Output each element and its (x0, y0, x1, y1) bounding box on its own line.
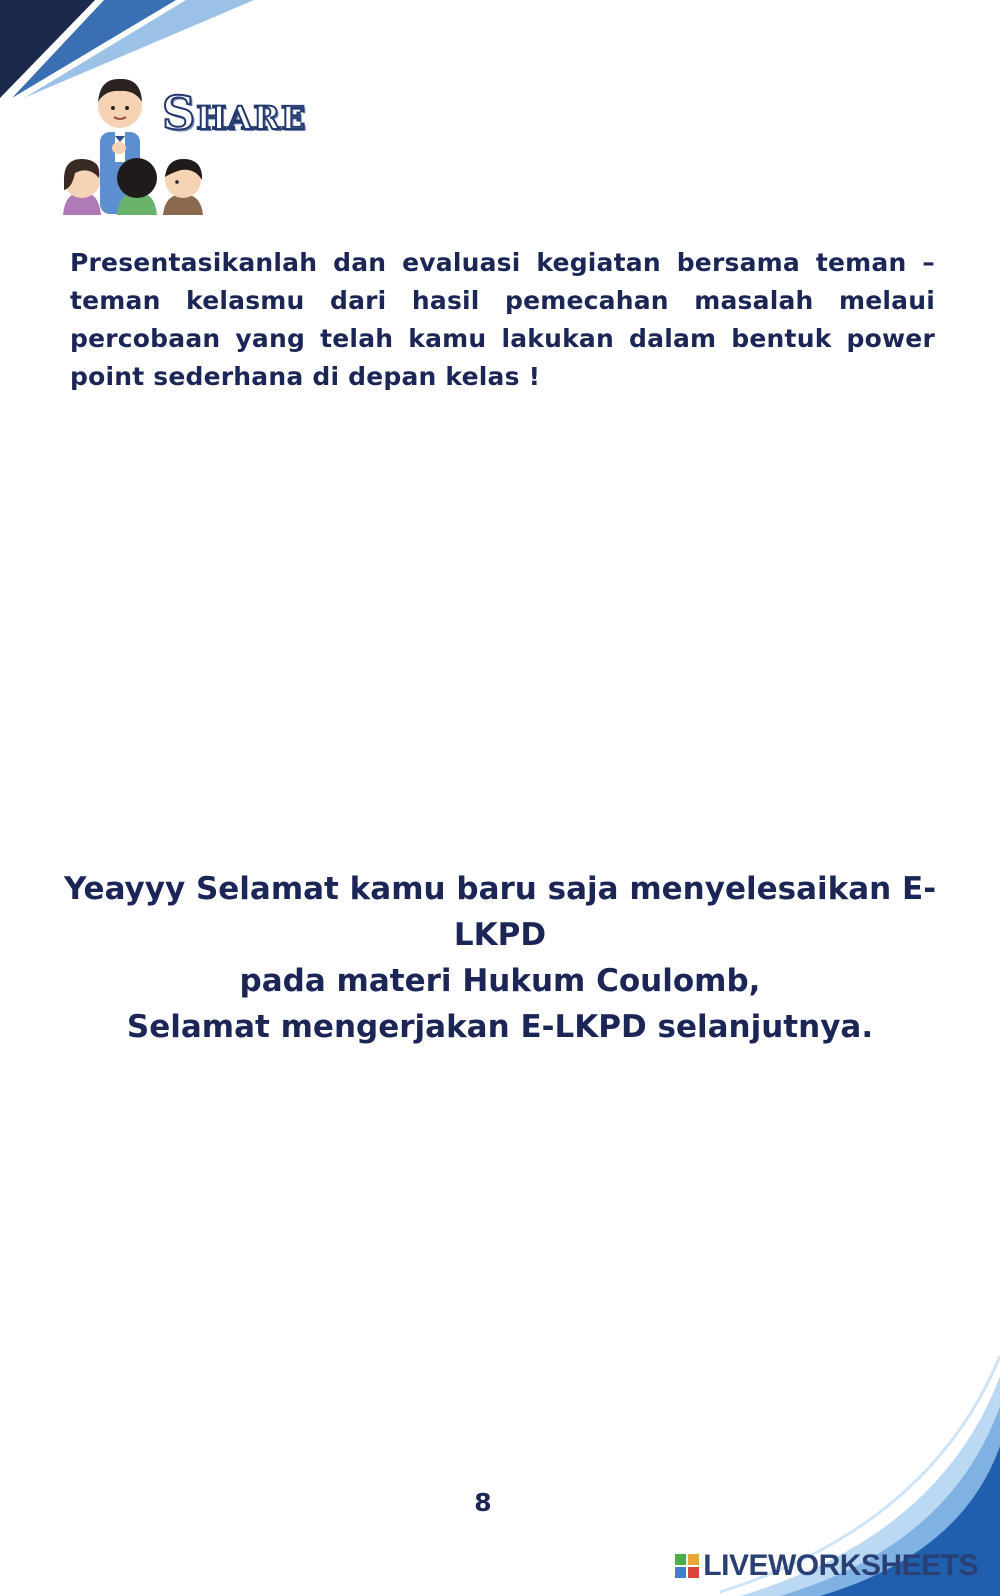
closing-line-3: Selamat mengerjakan E-LKPD selanjutnya. (126, 1009, 874, 1045)
brand-name: LIVEWORKSHEETS (703, 1549, 978, 1582)
liveworksheets-logo-icon (675, 1554, 699, 1578)
section-title-share: Share (162, 86, 307, 140)
brand-watermark (675, 1548, 978, 1584)
page-number: 8 (474, 1488, 492, 1517)
closing-message (30, 866, 970, 1050)
closing-line-1: Yeayyy Selamat kamu baru saja menyelesaikan E-LKPD (63, 871, 937, 953)
instruction-text: Presentasikanlah dan evaluasi kegiatan bersama teman – teman kelasmu dari hasil pemecahan masalah melaui percobaan yang telah kamu lakukan dalam bentuk power point sederhana di depan kelas ! (70, 248, 935, 391)
closing-line-2: pada materi Hukum Coulomb, (239, 963, 761, 999)
